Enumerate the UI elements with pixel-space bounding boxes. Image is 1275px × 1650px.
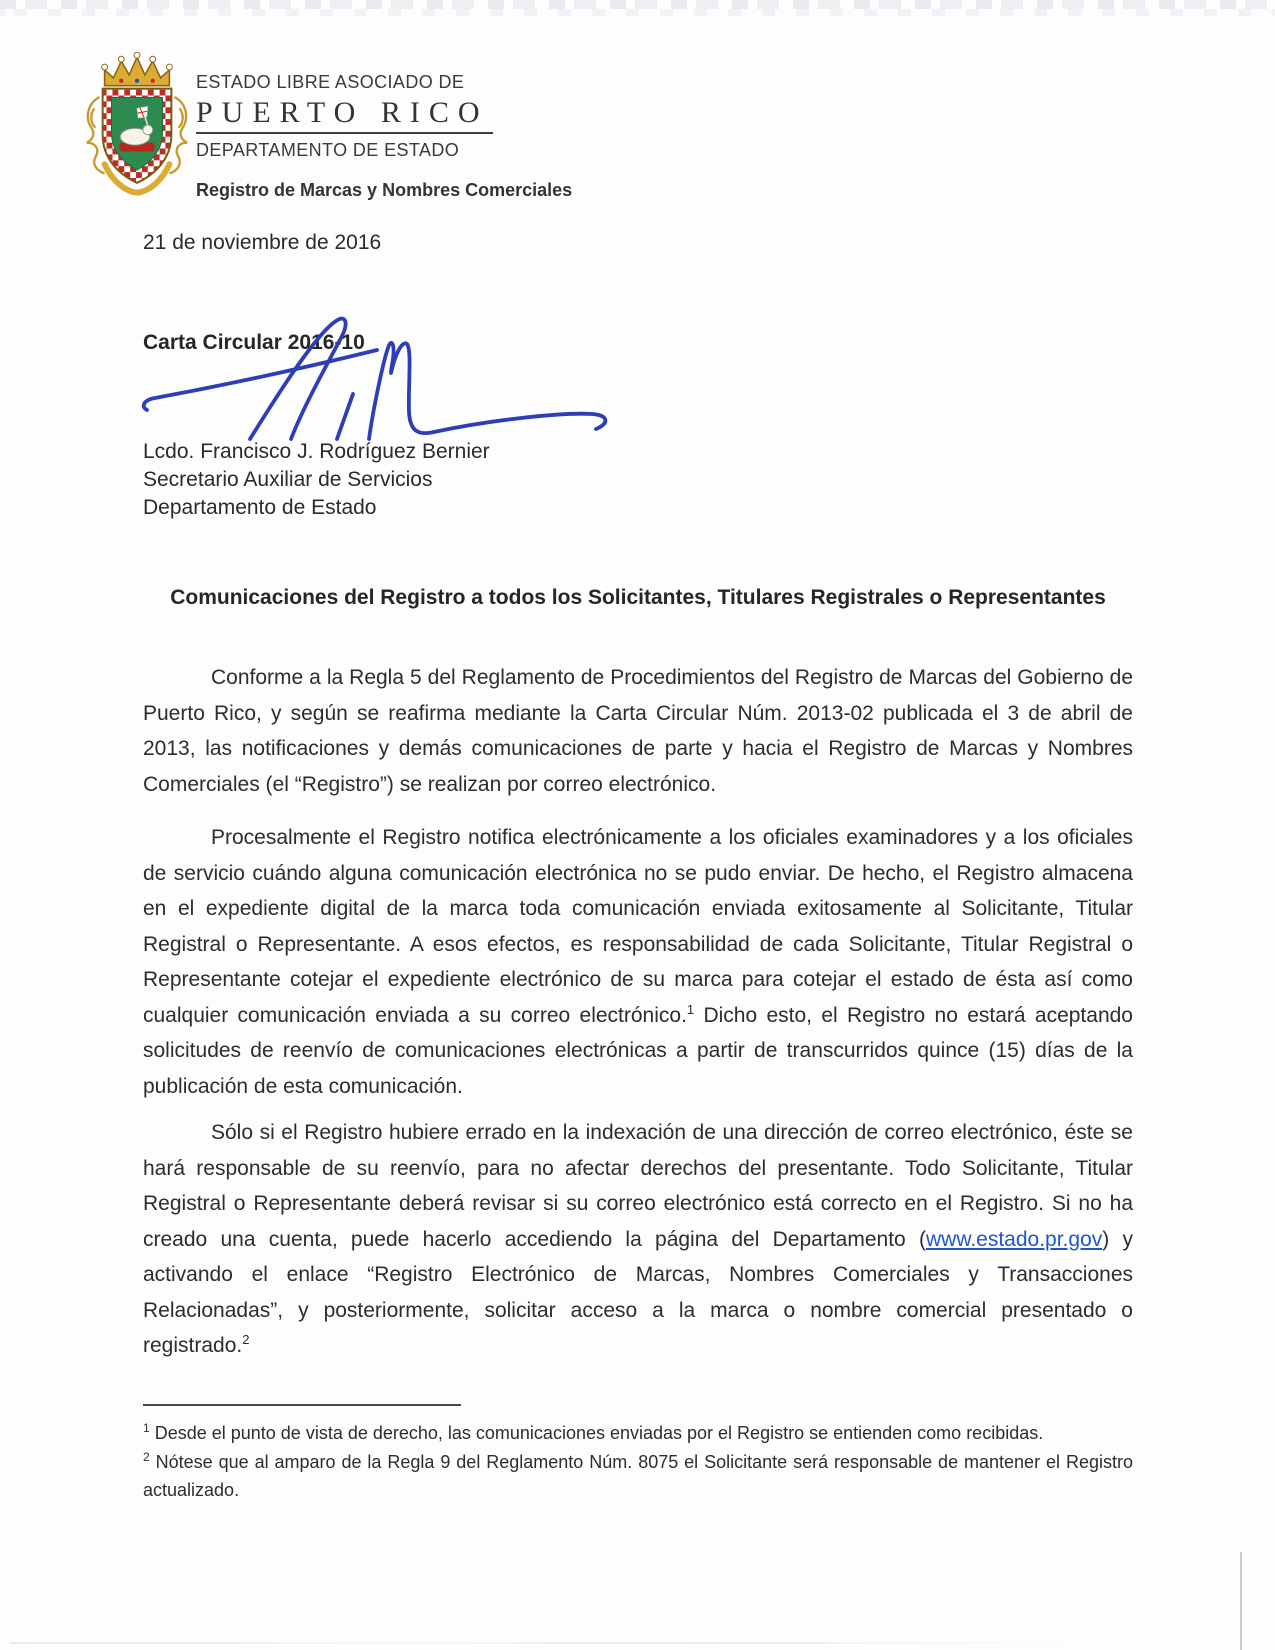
footnote-2-marker: 2 xyxy=(143,1449,150,1464)
footnote-2-text: Nótese que al amparo de la Regla 9 del Reglamento Núm. 8075 el Solicitante será responsable de mantener el Registro actualizado. xyxy=(143,1451,1133,1500)
letter-body xyxy=(143,660,1133,1364)
subject-line: Comunicaciones del Registro a todos los Solicitantes, Titulares Registrales o Representantes xyxy=(170,586,1106,609)
gold-flourish-left xyxy=(87,97,104,173)
footnote-ref-2: 2 xyxy=(242,1332,250,1347)
scan-artifact-bottom-line xyxy=(10,1642,1170,1644)
org-line1: ESTADO LIBRE ASOCIADO DE xyxy=(196,72,465,92)
puerto-rico-coat-of-arms xyxy=(83,48,191,203)
paragraph-2-text-a: Procesalmente el Registro notifica electrónicamente a los oficiales examinadores y a los oficiales de servicio cuándo alguna comunicación electrónica no se pudo enviar. De hecho, el Registro almacena en el expediente digital de la marca toda comunicación enviada exitosamente al Solicitante, Titular Registral o Representante. A esos efectos, es responsabilidad de cada Solicitante, Titular Registral o Representante cotejar el expediente electrónico de su marca para cotejar el estado de ésta así como cualquier comunicación enviada a su correo electrónico. xyxy=(143,826,1133,1027)
circular-reference: Carta Circular 2016-10 xyxy=(143,331,365,354)
footnote-2 xyxy=(143,1448,1133,1505)
footnote-1-marker: 1 xyxy=(143,1421,150,1435)
crown xyxy=(102,52,173,85)
coat-of-arms-graphic xyxy=(83,48,191,198)
signature-block xyxy=(143,438,490,522)
paragraph-2-text-b: Dicho esto, el Registro no estará aceptando solicitudes de reenvío de comunicaciones electrónicas a partir de transcurridos quince (15) días de la publicación de esta comunicación. xyxy=(143,1003,1133,1098)
footnote-ref-1: 1 xyxy=(686,1001,695,1017)
signer-name: Lcdo. Francisco J. Rodríguez Bernier xyxy=(143,440,490,463)
gold-flourish-right xyxy=(170,97,187,173)
footnote-1 xyxy=(143,1419,1133,1448)
scan-artifact-right-line xyxy=(1240,1552,1242,1650)
paragraph-3 xyxy=(143,1115,1133,1364)
paragraph-1-text: Conforme a la Regla 5 del Reglamento de Procedimientos del Registro de Marcas del Gobierno de Puerto Rico, y según se reafirma mediante la Carta Circular Núm. 2013-02 publicada el 3 de abril de 2013, las notificaciones y demás comunicaciones de parte y hacia el Registro de Marcas y Nombres Comerciales (el “Registro”) se realizan por correo electrónico. xyxy=(143,666,1133,796)
footnote-1-text: Desde el punto de vista de derecho, las comunicaciones enviadas por el Registro se entienden como recibidas. xyxy=(154,1423,1044,1443)
paragraph-3-text-a: Sólo si el Registro hubiere errado en la indexación de una dirección de correo electrónico, éste se hará responsable de su reenvío, para no afectar derechos del presentante. Todo Solicitante, Titular Registral o Representante deberá revisar si su correo electrónico está correcto en el Registro. Si no ha creado una cuenta, puede hacerlo accediendo la página del Departamento ( xyxy=(143,1121,1133,1251)
signer-title: Secretario Auxiliar de Servicios xyxy=(143,468,433,491)
letterhead xyxy=(196,70,493,162)
letter-date: 21 de noviembre de 2016 xyxy=(143,231,382,254)
division-name: Registro de Marcas y Nombres Comerciales xyxy=(196,180,573,200)
org-name: PUERTO RICO xyxy=(196,96,493,134)
scan-artifact-top-band xyxy=(0,0,1275,16)
paragraph-1 xyxy=(143,660,1133,802)
estado-pr-gov-link[interactable]: www.estado.pr.gov xyxy=(925,1227,1103,1251)
footnote-divider xyxy=(143,1404,461,1406)
footnotes xyxy=(143,1419,1133,1505)
signer-department: Departamento de Estado xyxy=(143,496,377,519)
org-line2: DEPARTAMENTO DE ESTADO xyxy=(196,140,460,160)
paragraph-3-text-b: ) y activando el enlace “Registro Electrónico de Marcas, Nombres Comerciales y Transacciones Relacionadas”, y posteriormente, solicitar acceso a la marca o nombre comercial presentado o registrado. xyxy=(143,1227,1134,1357)
paragraph-2 xyxy=(143,820,1133,1104)
